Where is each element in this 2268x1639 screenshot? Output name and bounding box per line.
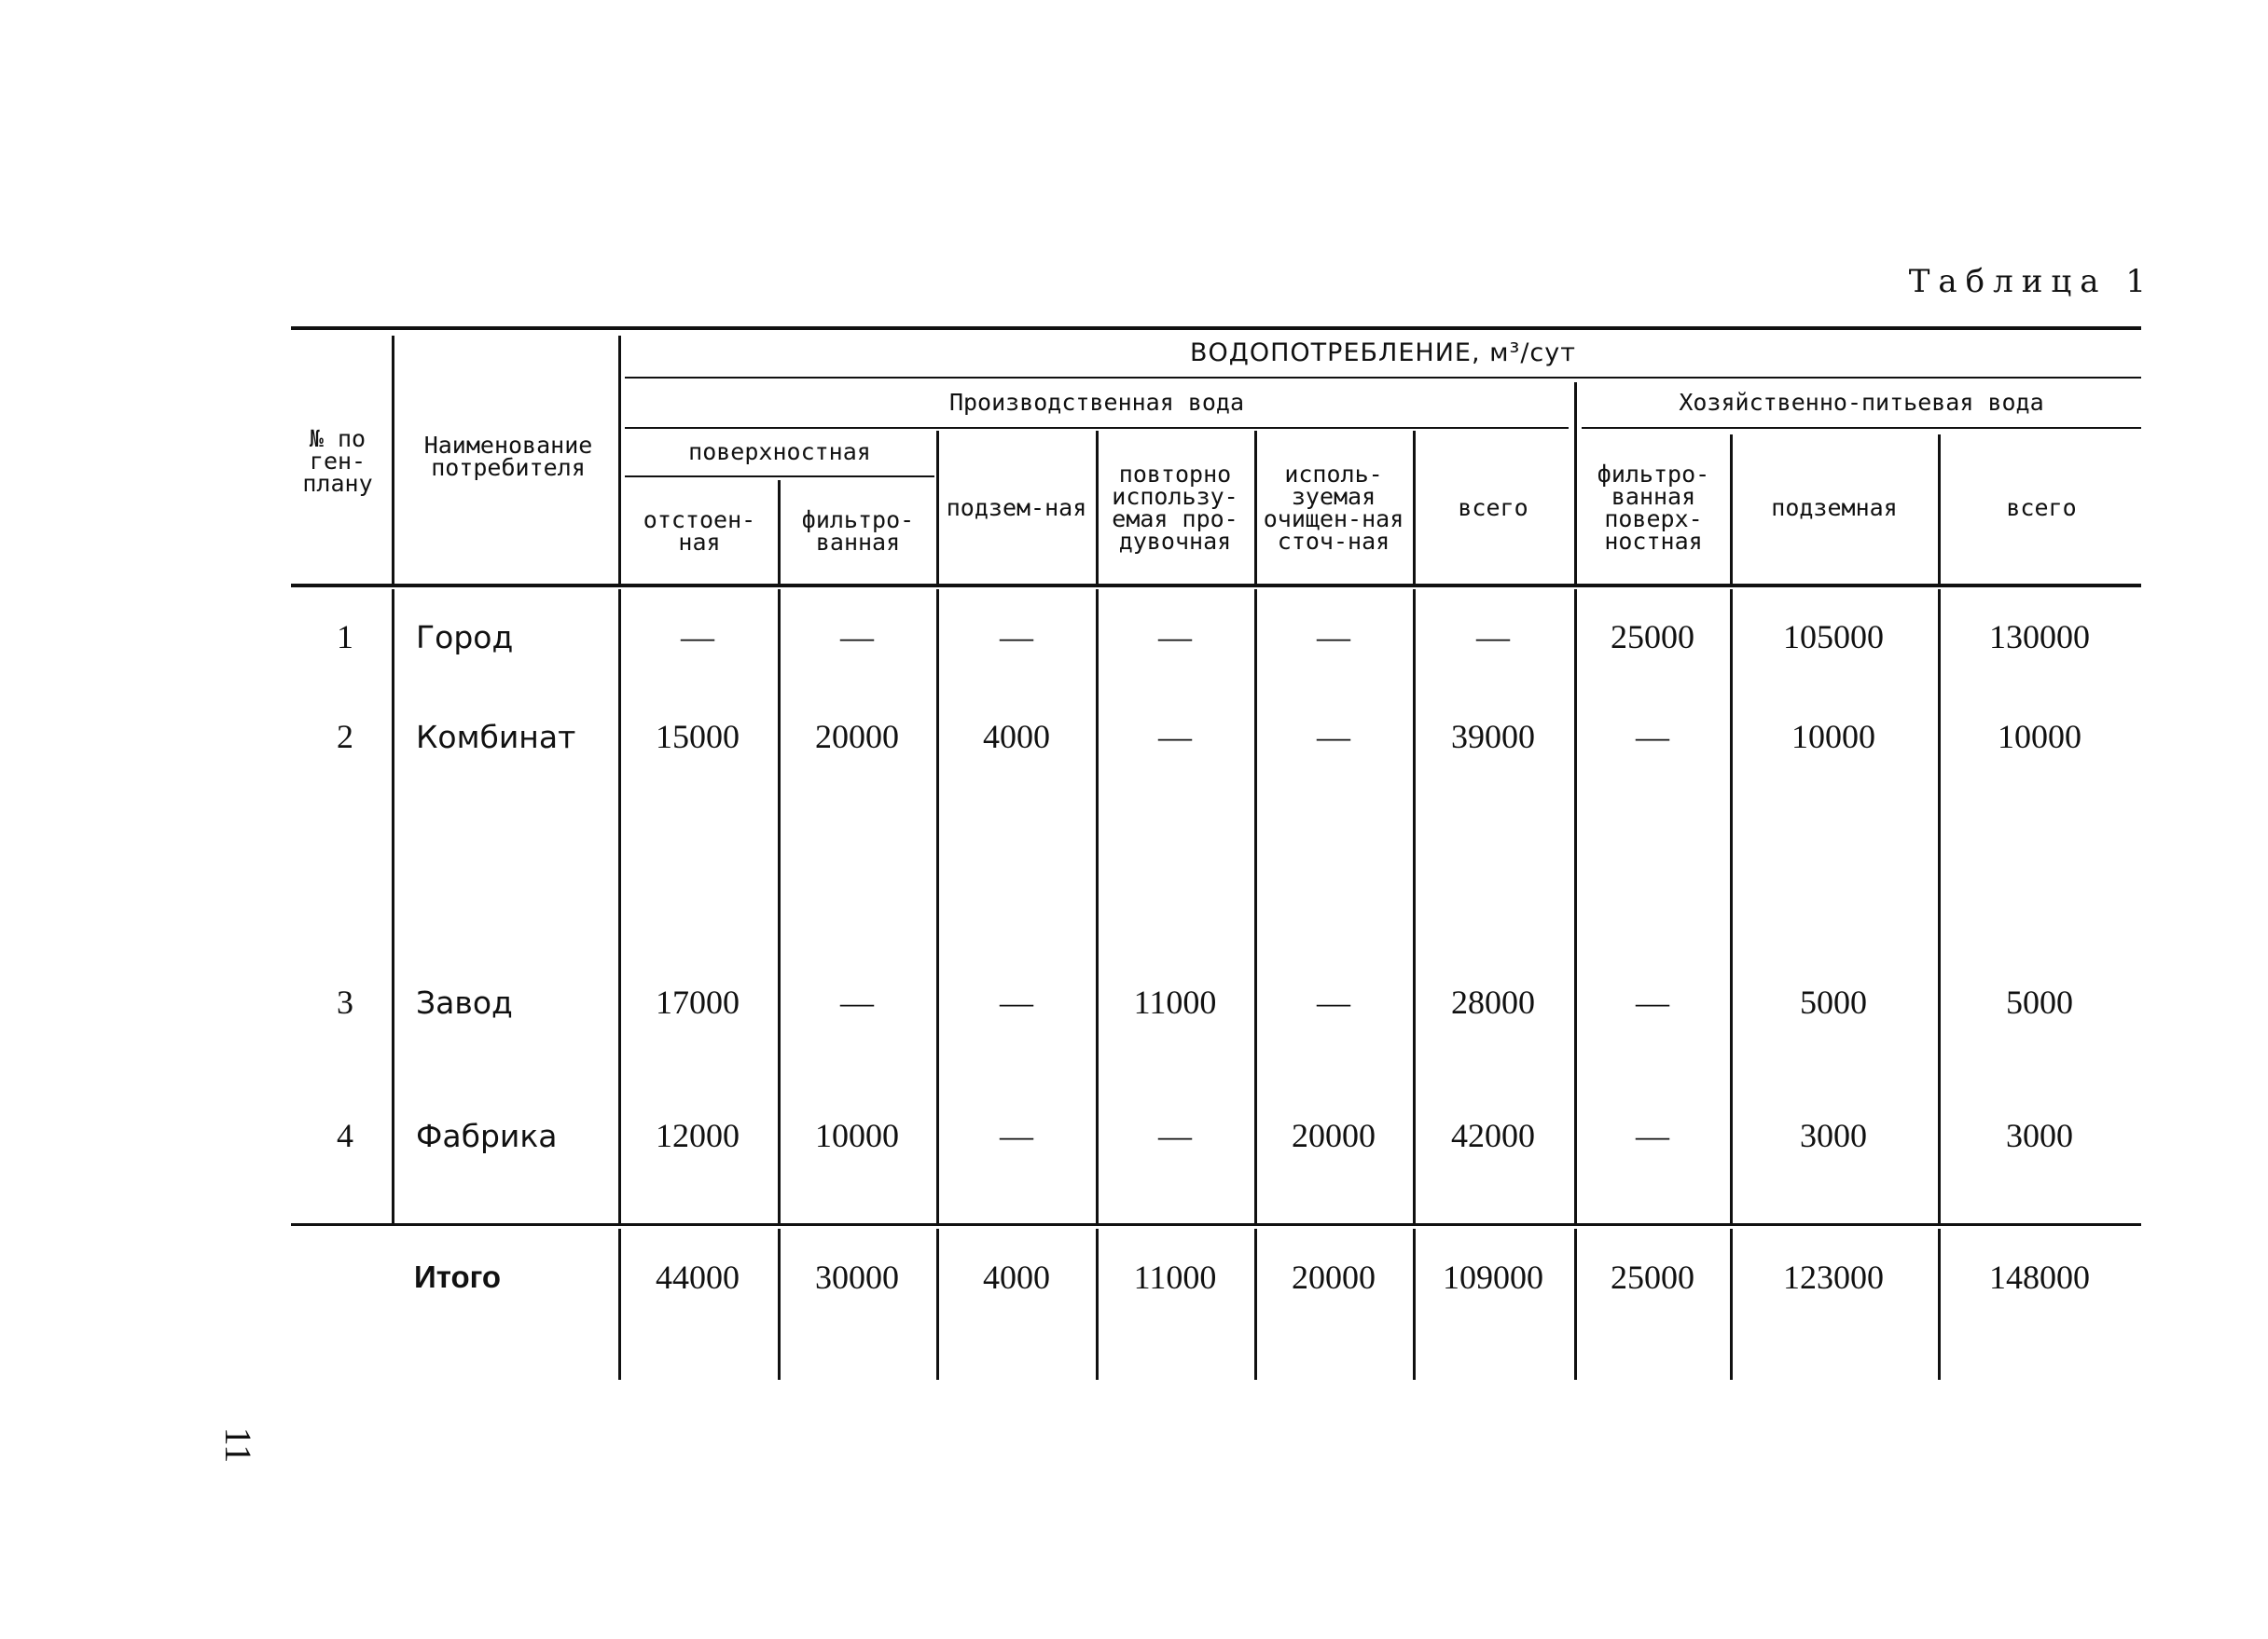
col-divider [778,1229,781,1380]
table-caption: Таблица 1 [1908,263,2154,300]
col-divider [778,480,781,584]
header-col-underground: подзем-ная [946,494,1087,521]
header-sub-surface: поверхностная [688,438,871,465]
header-main-title [625,332,2141,375]
header-main-unit: м³/сут [1489,338,1576,367]
col-divider [1730,1229,1733,1380]
table-cell: 25000 [1611,618,1694,655]
table-cell: 4000 [983,718,1050,755]
table-cell: 3000 [2006,1117,2073,1154]
col-divider [1254,1229,1257,1380]
col-divider [618,336,621,584]
table-cell: — [840,984,874,1021]
total-cell: 30000 [815,1259,899,1296]
total-separator-rule [291,1223,2141,1226]
table-cell: 17000 [656,984,740,1021]
table-cell: — [1000,618,1033,655]
table-cell: — [840,618,874,655]
table-cell: — [1000,1117,1033,1154]
table-cell: — [1636,718,1669,755]
col-divider [1413,431,1416,584]
col-divider [936,431,939,584]
table-cell: 15000 [656,718,740,755]
col-divider [1574,589,1577,1223]
table-cell: 130000 [1989,618,2090,655]
consumer-name: Комбинат [416,718,576,755]
total-cell: 148000 [1989,1259,2090,1296]
header-col-filtered: фильтро-ванная [801,506,915,556]
row-number: 3 [337,984,353,1021]
table-cell: — [1158,1117,1192,1154]
col-divider [1938,1229,1941,1380]
table-cell: 10000 [1791,718,1875,755]
row-number: 1 [337,618,353,655]
table-cell: 12000 [656,1117,740,1154]
table-cell: — [1317,718,1350,755]
total-cell: 4000 [983,1259,1050,1296]
header-col-reused-treated: исполь-зуемая очищен-ная сточ-ная [1263,461,1404,555]
col-divider [1730,434,1733,584]
total-cell: 11000 [1133,1259,1217,1296]
table-cell: 5000 [2006,984,2073,1021]
header-col-underground-domestic: подземная [1771,494,1898,521]
header-main-title-text: ВОДОПОТРЕБЛЕНИЕ, [1190,338,1481,367]
table-cell: 42000 [1451,1117,1535,1154]
table-cell: 5000 [1800,984,1867,1021]
col-divider [1413,589,1416,1223]
consumer-name: Фабрика [416,1117,558,1154]
col-divider [1096,431,1099,584]
rule-under-group-industrial [625,427,1569,429]
header-col-reused-blowdown: повторно использу-емая про-дувочная [1112,461,1238,555]
table-cell: — [1636,1117,1669,1154]
header-col-name: Наименование потребителя [423,432,593,481]
consumer-name: Город [416,618,514,655]
col-divider [1574,1229,1577,1380]
rule-under-group-domestic [1582,427,2141,429]
col-divider [936,589,939,1223]
total-cell: 44000 [656,1259,740,1296]
table-cell: — [1476,618,1510,655]
table-cell: — [1000,984,1033,1021]
header-col-filtered-surface: фильтро-ванная поверх-ностная [1597,461,1710,555]
header-col-settled: отстоен-ная [643,506,756,556]
table-cell: — [681,618,714,655]
total-cell: 109000 [1443,1259,1543,1296]
table-cell: 10000 [815,1117,899,1154]
consumer-name: Завод [416,984,513,1021]
table-cell: 11000 [1133,984,1217,1021]
table-cell: 10000 [1998,718,2081,755]
total-label: Итого [414,1260,502,1294]
table-cell: 39000 [1451,718,1535,755]
row-number: 4 [337,1117,353,1154]
col-divider [1096,1229,1099,1380]
col-divider [1938,434,1941,584]
table-cell: 3000 [1800,1117,1867,1154]
table-cell: — [1317,618,1350,655]
table-cell: — [1636,984,1669,1021]
table-cell: 28000 [1451,984,1535,1021]
col-divider [392,589,394,1223]
total-cell: 123000 [1783,1259,1884,1296]
col-divider [778,589,781,1223]
col-divider [1574,382,1577,584]
table-cell: — [1317,984,1350,1021]
header-col-total-domestic: всего [2006,494,2077,521]
table-cell: 20000 [815,718,899,755]
header-group-industrial: Производственная вода [948,389,1245,416]
col-divider [618,589,621,1223]
col-divider [618,1229,621,1380]
col-divider [1413,1229,1416,1380]
col-divider [1938,589,1941,1223]
total-cell: 25000 [1611,1259,1694,1296]
table-cell: — [1158,718,1192,755]
header-col-no: № по ген-плану [302,425,373,497]
header-group-domestic: Хозяйственно-питьевая вода [1679,389,2044,416]
table-cell: 105000 [1783,618,1884,655]
table-cell: 20000 [1292,1117,1376,1154]
col-divider [1254,589,1257,1223]
header-col-total-industrial: всего [1458,494,1528,521]
table-cell: — [1158,618,1192,655]
col-divider [1254,431,1257,584]
rule-under-surface [625,475,934,477]
page-number: 11 [217,1426,260,1464]
col-divider [1096,589,1099,1223]
header-bottom-rule [291,584,2141,587]
row-number: 2 [337,718,353,755]
table-top-rule [291,326,2141,330]
col-divider [936,1229,939,1380]
col-divider [1730,589,1733,1223]
total-cell: 20000 [1292,1259,1376,1296]
col-divider [392,336,394,584]
rule-under-main-title [625,377,2141,379]
